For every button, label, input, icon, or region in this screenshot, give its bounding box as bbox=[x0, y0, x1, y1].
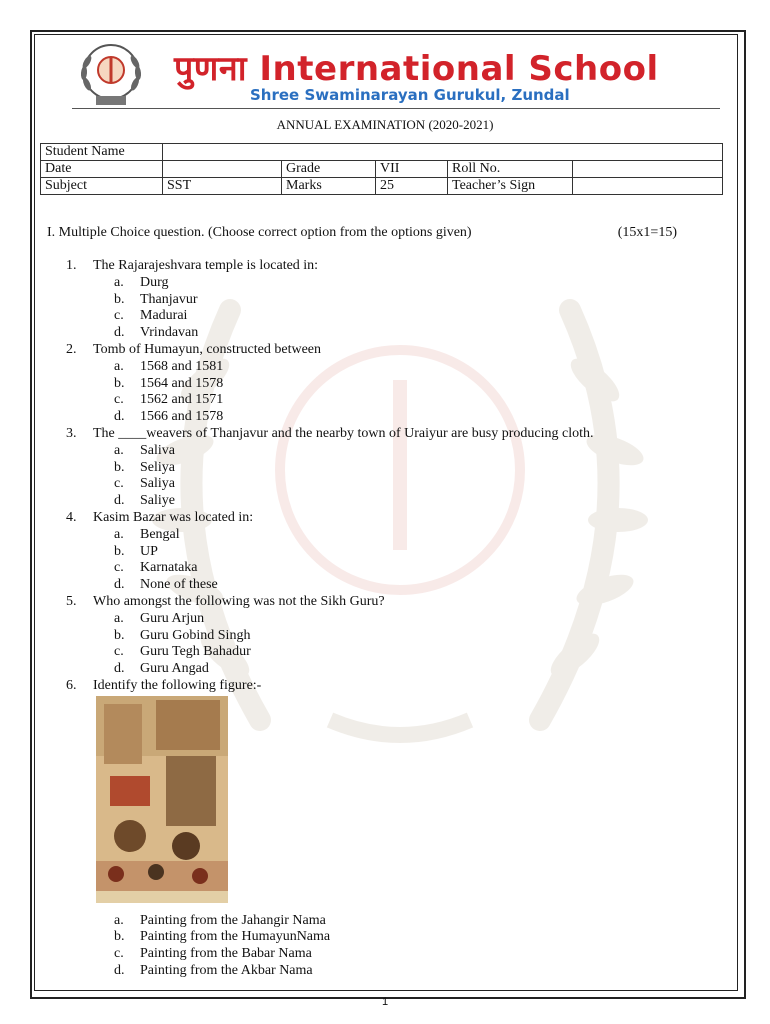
option-text: Durg bbox=[140, 274, 169, 290]
option-letter: b. bbox=[114, 543, 125, 559]
option-letter: d. bbox=[114, 577, 125, 593]
option-letter: c. bbox=[114, 946, 124, 962]
option-text: Guru Tegh Bahadur bbox=[140, 644, 251, 660]
question-text: The ____weavers of Thanjavur and the nearby town of Uraiyur are busy producing cloth. bbox=[93, 425, 594, 441]
section-marks: (15x1=15) bbox=[617, 225, 677, 240]
exam-title: ANNUAL EXAMINATION (2020-2021) bbox=[276, 117, 494, 132]
option-text: UP bbox=[140, 543, 158, 559]
answer-option bbox=[66, 460, 706, 477]
table-row bbox=[41, 161, 723, 178]
teacher-sign-label: Teacher’s Sign bbox=[448, 178, 573, 195]
option-text: Seliya bbox=[140, 459, 175, 475]
option-text: Guru Angad bbox=[140, 661, 209, 677]
question-number: 4. bbox=[66, 509, 77, 525]
option-text: Karnataka bbox=[140, 560, 198, 576]
question bbox=[66, 594, 706, 611]
answer-option bbox=[66, 929, 706, 946]
option-text: Guru Arjun bbox=[140, 610, 205, 626]
table-row bbox=[41, 178, 723, 195]
answer-option bbox=[66, 292, 706, 309]
option-text: 1568 and 1581 bbox=[140, 358, 224, 374]
answer-option bbox=[66, 493, 706, 510]
answer-option bbox=[66, 661, 706, 678]
option-letter: b. bbox=[114, 375, 125, 391]
option-letter: c. bbox=[114, 308, 124, 324]
page-number: 1 bbox=[381, 996, 389, 1008]
option-text: Madurai bbox=[140, 308, 188, 324]
option-letter: a. bbox=[114, 912, 124, 928]
option-letter: b. bbox=[114, 627, 125, 643]
option-text: Thanjavur bbox=[140, 291, 198, 307]
question bbox=[66, 678, 706, 695]
option-letter: c. bbox=[114, 476, 124, 492]
option-text: Painting from the Akbar Nama bbox=[140, 962, 313, 978]
table-row bbox=[41, 144, 723, 161]
option-text: Painting from the Babar Nama bbox=[140, 946, 312, 962]
answer-option bbox=[66, 325, 706, 342]
question-text: Identify the following figure:- bbox=[93, 677, 262, 693]
section-heading bbox=[47, 225, 677, 241]
mughal-painting-image bbox=[96, 696, 228, 903]
option-text: 1562 and 1571 bbox=[140, 392, 224, 408]
option-letter: a. bbox=[114, 526, 124, 542]
option-text: Guru Gobind Singh bbox=[140, 627, 251, 643]
answer-option bbox=[66, 527, 706, 544]
option-letter: a. bbox=[114, 442, 124, 458]
roll-field[interactable] bbox=[573, 161, 723, 178]
question bbox=[66, 258, 706, 275]
subject-value: SST bbox=[163, 178, 282, 195]
answer-option bbox=[66, 392, 706, 409]
roll-label: Roll No. bbox=[448, 161, 573, 178]
section-title: I. Multiple Choice question. (Choose correct option from the options given) bbox=[47, 225, 472, 240]
option-letter: d. bbox=[114, 409, 125, 425]
answer-option bbox=[66, 628, 706, 645]
option-letter: c. bbox=[114, 644, 124, 660]
answer-option bbox=[66, 946, 706, 963]
option-letter: d. bbox=[114, 962, 125, 978]
option-letter: d. bbox=[114, 661, 125, 677]
question-text: The Rajarajeshvara temple is located in: bbox=[93, 258, 319, 273]
answer-option bbox=[66, 275, 706, 292]
option-letter: b. bbox=[114, 459, 125, 475]
marks-label: Marks bbox=[282, 178, 376, 195]
option-letter: c. bbox=[114, 392, 124, 408]
question-number: 2. bbox=[66, 341, 77, 357]
answer-option bbox=[66, 409, 706, 426]
teacher-sign-field[interactable] bbox=[573, 178, 723, 195]
subject-label: Subject bbox=[41, 178, 163, 195]
question-number: 6. bbox=[66, 677, 77, 693]
answer-option bbox=[66, 443, 706, 460]
option-text: Saliya bbox=[140, 476, 175, 492]
student-info-table bbox=[40, 143, 723, 195]
option-letter: a. bbox=[114, 358, 124, 374]
question-text: Who amongst the following was not the Sikh Guru? bbox=[93, 593, 385, 609]
student-name-field[interactable] bbox=[163, 144, 723, 161]
answer-option bbox=[66, 913, 706, 930]
question-number: 1. bbox=[66, 258, 77, 273]
option-text: Bengal bbox=[140, 526, 180, 542]
date-field[interactable] bbox=[163, 161, 282, 178]
answer-option bbox=[66, 544, 706, 561]
option-letter: d. bbox=[114, 493, 125, 509]
question-list bbox=[66, 258, 706, 980]
grade-value: VII bbox=[376, 161, 448, 178]
date-label: Date bbox=[41, 161, 163, 178]
school-name: पुणना International School bbox=[174, 49, 659, 89]
option-text: Painting from the Jahangir Nama bbox=[140, 912, 326, 928]
answer-option bbox=[66, 476, 706, 493]
option-letter: a. bbox=[114, 274, 124, 290]
answer-option bbox=[66, 644, 706, 661]
question bbox=[66, 510, 706, 527]
answer-option bbox=[66, 359, 706, 376]
option-text: 1566 and 1578 bbox=[140, 409, 224, 425]
answer-option bbox=[66, 376, 706, 393]
answer-option bbox=[66, 611, 706, 628]
answer-option bbox=[66, 577, 706, 594]
option-text: 1564 and 1578 bbox=[140, 375, 224, 391]
question bbox=[66, 426, 706, 443]
option-text: Saliye bbox=[140, 493, 175, 509]
option-letter: a. bbox=[114, 610, 124, 626]
question-number: 5. bbox=[66, 593, 77, 609]
question bbox=[66, 342, 706, 359]
marks-value: 25 bbox=[376, 178, 448, 195]
answer-option bbox=[66, 308, 706, 325]
option-text: Saliva bbox=[140, 442, 175, 458]
question-text: Tomb of Humayun, constructed between bbox=[93, 341, 322, 357]
answer-option bbox=[66, 560, 706, 577]
grade-label: Grade bbox=[282, 161, 376, 178]
school-logo-icon bbox=[76, 40, 146, 110]
header-divider bbox=[72, 108, 720, 109]
student-name-label: Student Name bbox=[41, 144, 163, 161]
option-letter: c. bbox=[114, 560, 124, 576]
question-text: Kasim Bazar was located in: bbox=[93, 509, 254, 525]
option-letter: b. bbox=[114, 291, 125, 307]
school-header bbox=[70, 38, 730, 110]
option-letter: d. bbox=[114, 325, 125, 341]
option-text: None of these bbox=[140, 577, 218, 593]
option-text: Painting from the HumayunNama bbox=[140, 929, 331, 945]
option-letter: b. bbox=[114, 929, 125, 945]
school-subtitle: Shree Swaminarayan Gurukul, Zundal bbox=[250, 86, 570, 104]
answer-option bbox=[66, 963, 706, 980]
option-text: Vrindavan bbox=[140, 325, 199, 341]
question-number: 3. bbox=[66, 425, 77, 441]
